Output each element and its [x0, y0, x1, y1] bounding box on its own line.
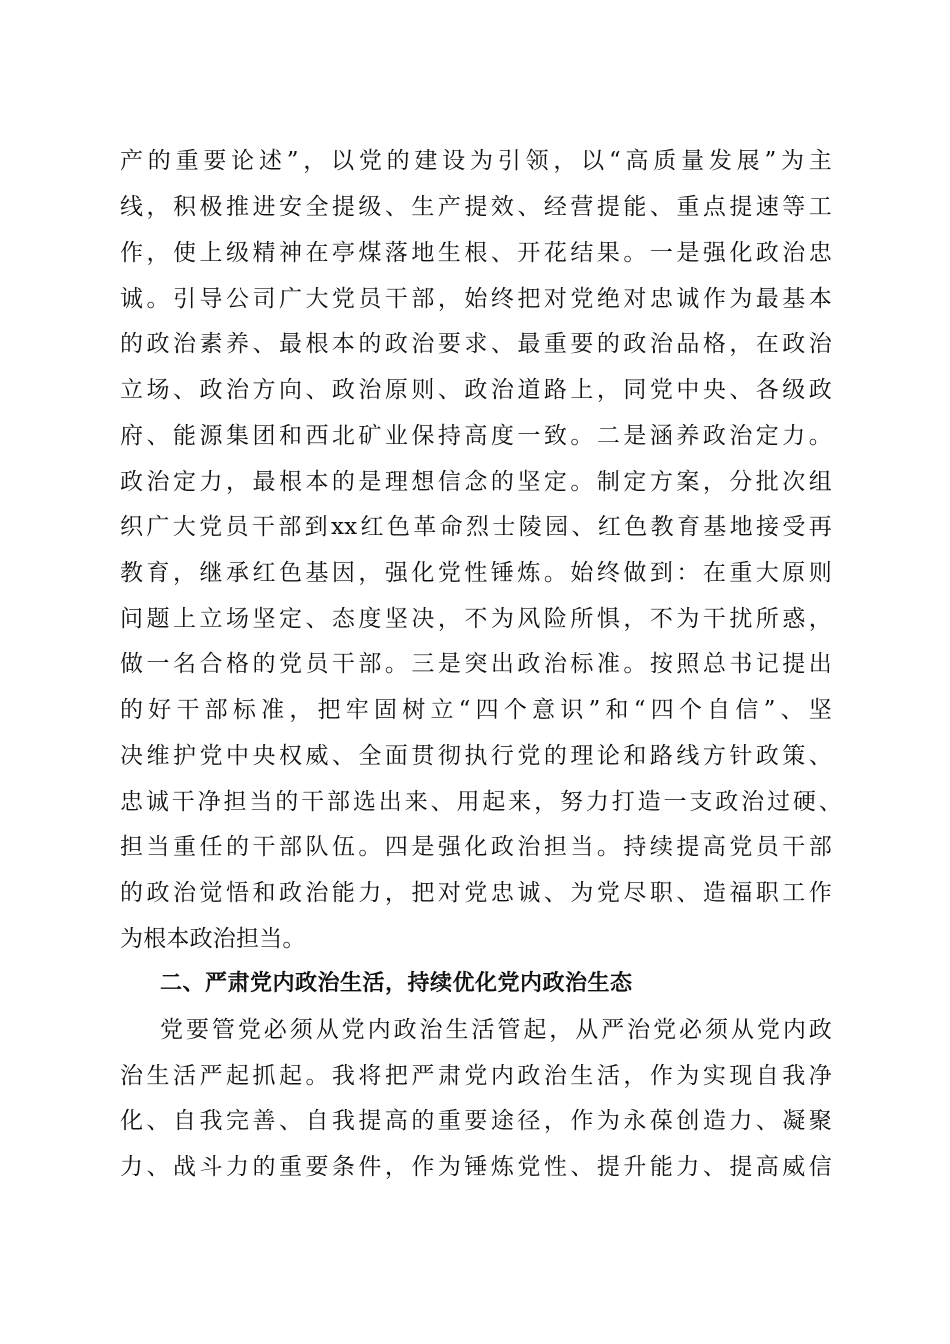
body-text-line: 党要管党必须从党内政治生活管起，从严治党必须从党内政 — [160, 1017, 832, 1043]
body-text-line: 忠诚干净担当的干部选出来、用起来，努力打造一支政治过硬、 — [120, 789, 842, 815]
body-text-line: 政治定力，最根本的是理想信念的坚定。制定方案，分批次组 — [120, 469, 832, 495]
body-text-line: 决维护党中央权威、全面贯彻执行党的理论和路线方针政策、 — [120, 743, 832, 769]
body-text-line: 产的重要论述”，以党的建设为引领，以“高质量发展”为主 — [120, 148, 832, 174]
body-text-line: 教育，继承红色基因，强化党性锤炼。始终做到：在重大原则 — [120, 560, 832, 586]
body-text-line: 的政治觉悟和政治能力，把对党忠诚、为党尽职、造福职工作 — [120, 880, 832, 906]
body-text-line: 线，积极推进安全提级、生产提效、经营提能、重点提速等工 — [120, 194, 832, 220]
body-text-line: 府、能源集团和西北矿业保持高度一致。二是涵养政治定力。 — [120, 423, 832, 449]
body-text-line: 的好干部标准，把牢固树立“四个意识”和“四个自信”、坚 — [120, 697, 832, 723]
body-text-line: 化、自我完善、自我提高的重要途径，作为永葆创造力、凝聚 — [120, 1108, 832, 1134]
body-text-line: 诚。引导公司广大党员干部，始终把对党绝对忠诚作为最基本 — [120, 286, 832, 312]
body-text-line: 力、战斗力的重要条件，作为锤炼党性、提升能力、提高威信 — [120, 1154, 832, 1180]
body-text-line: 治生活严起抓起。我将把严肃党内政治生活，作为实现自我净 — [120, 1063, 832, 1089]
body-text-line: 作，使上级精神在亭煤落地生根、开花结果。一是强化政治忠 — [120, 240, 832, 266]
body-text-line: 做一名合格的党员干部。三是突出政治标准。按照总书记提出 — [120, 651, 832, 677]
body-text-line: 立场、政治方向、政治原则、政治道路上，同党中央、各级政 — [120, 377, 832, 403]
body-text-line: 担当重任的干部队伍。四是强化政治担当。持续提高党员干部 — [120, 834, 832, 860]
body-text-line: 织广大党员干部到xx红色革命烈士陵园、红色教育基地接受再 — [120, 514, 832, 540]
body-text-line: 为根本政治担当。 — [120, 926, 306, 952]
body-text-line: 的政治素养、最根本的政治要求、最重要的政治品格，在政治 — [120, 331, 832, 357]
section-heading: 二、严肃党内政治生活，持续优化党内政治生态 — [160, 971, 633, 996]
body-text-line: 问题上立场坚定、态度坚决，不为风险所惧，不为干扰所惑， — [120, 606, 832, 632]
